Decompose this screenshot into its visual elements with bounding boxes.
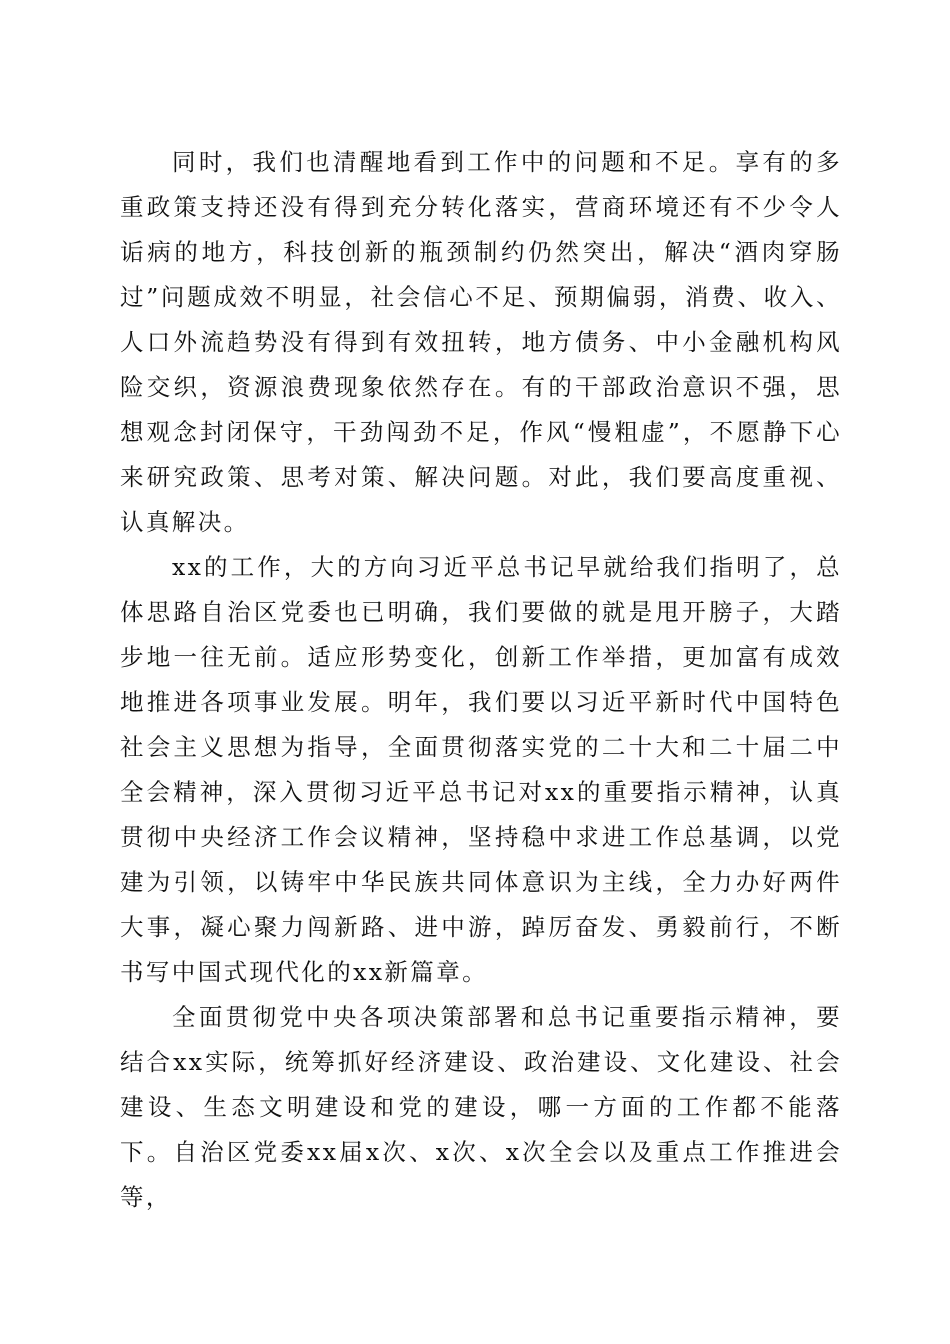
paragraph-1: 同时，我们也清醒地看到工作中的问题和不足。享有的多重政策支持还没有得到充分转化落实，营商环境还有不少令人诟病的地方，科技创新的瓶颈制约仍然突出，解决“酒肉穿肠过”问题成效不明显，社会信心不足、预期偏弱，消费、收入、人口外流趋势没有得到有效扭转，地方债务、中小金融机构风险交织，资源浪费现象依然存在。有的干部政治意识不强，思想观念封闭保守，干劲闯劲不足，作风“慢粗虚”，不愿静下心来研究政策、思考对策、解决问题。对此，我们要高度重视、认真解决。 <box>120 148 842 536</box>
document-body <box>120 140 842 1220</box>
paragraph-3: 全面贯彻党中央各项决策部署和总书记重要指示精神，要结合xx实际，统筹抓好经济建设、政治建设、文化建设、社会建设、生态文明建设和党的建设，哪一方面的工作都不能落下。自治区党委xx届x次、x次、x次全会以及重点工作推进会等， <box>120 1003 842 1211</box>
paragraph-2: xx的工作，大的方向习近平总书记早就给我们指明了，总体思路自治区党委也已明确，我们要做的就是甩开膀子，大踏步地一往无前。适应形势变化，创新工作举措，更加富有成效地推进各项事业发展。明年，我们要以习近平新时代中国特色社会主义思想为指导，全面贯彻落实党的二十大和二十届二中全会精神，深入贯彻习近平总书记对xx的重要指示精神，认真贯彻中央经济工作会议精神，坚持稳中求进工作总基调，以党建为引领，以铸牢中华民族共同体意识为主线，全力办好两件大事，凝心聚力闯新路、进中游，踔厉奋发、勇毅前行，不断书写中国式现代化的xx新篇章。 <box>120 553 842 986</box>
